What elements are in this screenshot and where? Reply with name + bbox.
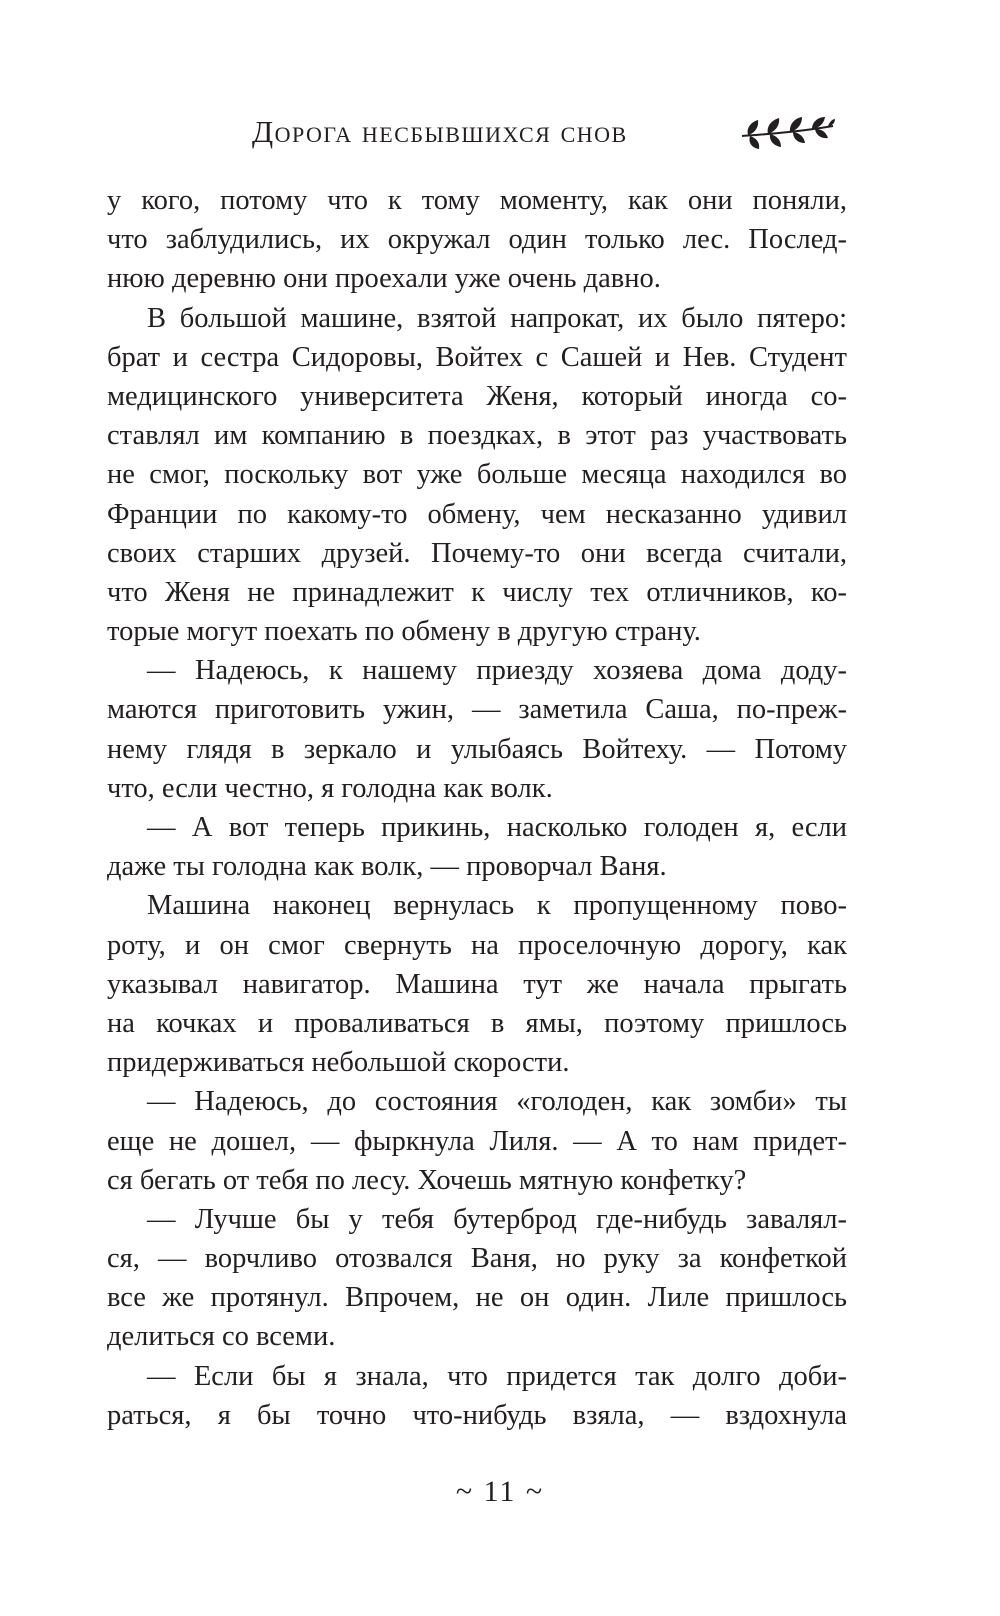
text-line: даже ты голодна как волк, — проворчал Ваня.	[107, 851, 667, 883]
text-line: нему глядя в зеркало и улыбаясь Войтеху. — Потому	[107, 733, 847, 765]
text-line: придерживаться небольшой скорости.	[107, 1047, 570, 1079]
text-line: Франции по какому-то обмену, чем несказанно удивил	[107, 498, 847, 530]
text-line: раться, я бы точно что-нибудь взяла, — вздохнула	[107, 1399, 847, 1431]
body-text	[107, 181, 847, 1435]
text-line: ся, — ворчливо отозвался Ваня, но руку за конфеткой	[107, 1243, 847, 1275]
page-number: ~ 11 ~	[455, 1475, 545, 1508]
running-head	[0, 108, 1000, 156]
text-line: делиться со всеми.	[107, 1321, 336, 1353]
laurel-branch-icon	[738, 112, 836, 152]
text-line: своих старших друзей. Почему-то они всегда считали,	[107, 537, 847, 569]
text-line: Машина наконец вернулась к пропущенному пово-	[147, 890, 847, 922]
text-line: — Надеюсь, к нашему приезду хозяева дома доду-	[147, 655, 847, 687]
text-line: — Надеюсь, до состояния «голоден, как зомби» ты	[147, 1086, 847, 1118]
text-line: В большой машине, взятой напрокат, их было пятеро:	[147, 302, 847, 334]
text-line: что, если честно, я голодна как волк.	[107, 772, 553, 804]
text-line: что Женя не принадлежит к числу тех отличников, ко-	[107, 576, 847, 608]
text-line: на кочках и проваливаться в ямы, поэтому пришлось	[107, 1007, 847, 1039]
text-line: нюю деревню они проехали уже очень давно.	[107, 263, 661, 295]
text-line: маются приготовить ужин, — заметила Саша, по-преж-	[107, 694, 847, 726]
text-line: роту, и он смог свернуть на проселочную дорогу, как	[107, 929, 847, 961]
text-line: — А вот теперь прикинь, насколько голоден я, если	[147, 812, 847, 843]
text-line: ставлял им компанию в поездках, в этот раз участвовать	[107, 420, 847, 452]
running-head-title: Дорога несбывшихся снов	[252, 114, 628, 149]
text-line: ся бегать от тебя по лесу. Хочешь мятную конфетку?	[107, 1164, 747, 1196]
text-line: не смог, поскольку вот уже больше месяца находился во	[107, 459, 847, 491]
text-line: медицинского университета Женя, который иногда со-	[107, 380, 847, 412]
text-line: что заблудились, их окружал один только лес. Послед-	[107, 224, 847, 256]
text-line: торые могут поехать по обмену в другую страну.	[107, 616, 701, 648]
text-line: указывал навигатор. Машина тут же начала прыгать	[107, 968, 847, 1000]
text-line: — Если бы я знала, что придется так долго доби-	[147, 1360, 847, 1392]
text-line: все же протянул. Впрочем, не он один. Лиле пришлось	[107, 1282, 847, 1314]
text-line: — Лучше бы у тебя бутерброд где-нибудь завалял-	[147, 1203, 847, 1235]
text-line: еще не дошел, — фыркнула Лиля. — А то нам придет-	[107, 1125, 847, 1157]
text-line: брат и сестра Сидоровы, Войтех с Сашей и Нев. Студент	[107, 341, 847, 373]
text-line: у кого, потому что к тому моменту, как они поняли,	[107, 185, 847, 216]
